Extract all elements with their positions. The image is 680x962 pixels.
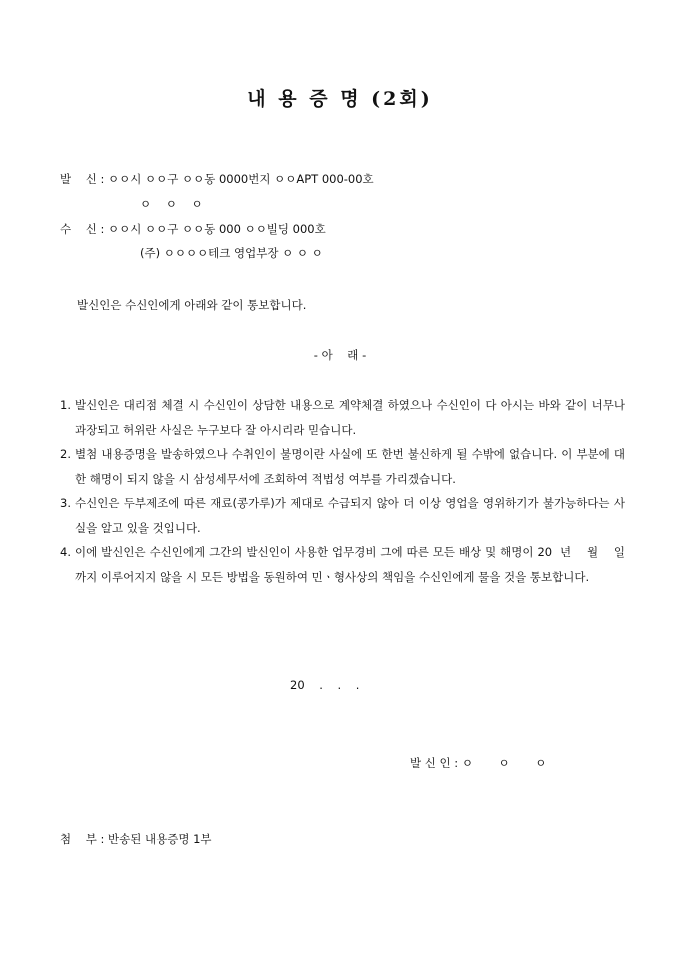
item-number: 2. [60, 447, 71, 461]
item-number: 4. [60, 545, 71, 559]
recipient-name: (주) ㅇㅇㅇㅇ테크 영업부장 ㅇ ㅇ ㅇ [140, 246, 323, 260]
item-list [60, 393, 625, 589]
item-text: 별첨 내용증명을 발송하였으나 수취인이 불명이란 사실에 또 한번 불신하게 될 수밖에 없습니다. 이 부분에 대한 해명이 되지 않을 시 삼성세무서에 조회하여 적법성 여부를 가리겠습니다. [75, 447, 625, 486]
intro-text: 발신인은 수신인에게 아래와 같이 통보합니다. [77, 298, 307, 312]
item-text: 이에 발신인은 수신인에게 그간의 발신인이 사용한 업무경비 그에 따른 모든 배상 및 해명이 20 년 월 일까지 이루어지지 않을 시 모든 방법을 동원하여 민ㆍ형사상의 책임을 수신인에게 물을 것을 통보합니다. [75, 545, 625, 584]
item-number: 1. [60, 398, 71, 412]
item-text: 수신인은 두부제조에 따른 재료(콩가루)가 제대로 수급되지 않아 더 이상 영업을 영위하기가 불가능하다는 사실을 알고 있을 것입니다. [75, 496, 625, 535]
list-item [60, 393, 625, 442]
signature-line: 발 신 인 : ㅇ ㅇ ㅇ [410, 756, 547, 770]
document-title: 내 용 증 명 (2회) [247, 88, 433, 110]
recipient-label: 수 신 : [60, 222, 109, 236]
sender-address: ㅇㅇ시 ㅇㅇ구 ㅇㅇ동 0000번지 ㅇㅇAPT 000-00호 [108, 172, 374, 186]
recipient-line [60, 221, 326, 237]
item-number: 3. [60, 496, 71, 510]
sender-line [60, 171, 374, 187]
document-date: 20 . . . [290, 678, 360, 692]
item-text: 발신인은 대리점 체결 시 수신인이 상담한 내용으로 계약체결 하였으나 수신인이 다 아시는 바와 같이 너무나 과장되고 허위란 사실은 누구보다 잘 아시리라 믿습니다. [75, 398, 625, 437]
list-item [60, 442, 625, 491]
section-heading: - 아 래 - [313, 348, 367, 362]
sender-label: 발 신 : [60, 172, 109, 186]
attachment-line: 첨 부 : 반송된 내용증명 1부 [60, 832, 212, 846]
sender-name: ㅇ ㅇ ㅇ [140, 197, 203, 211]
list-item [60, 540, 625, 589]
recipient-address: ㅇㅇ시 ㅇㅇ구 ㅇㅇ동 000 ㅇㅇ빌딩 000호 [108, 222, 326, 236]
list-item [60, 491, 625, 540]
